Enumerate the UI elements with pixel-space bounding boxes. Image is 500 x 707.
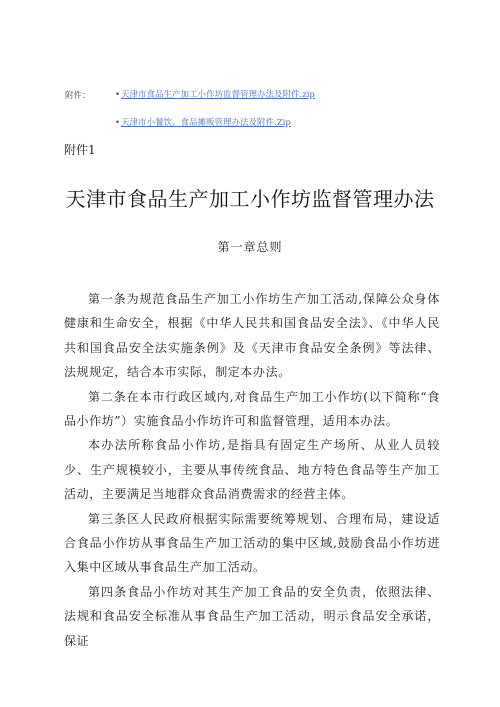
- attachment-link-zip-2[interactable]: 天津市小餐饮、食品摊贩管理办法及附件.Zip: [121, 118, 291, 128]
- article-paragraph: 第二条在本市行政区域内,对食品生产加工小作坊(以下简称“食品小作坊”）实施食品小作坊许可和监督管理，适用本办法。: [64, 389, 440, 429]
- document-body: [64, 287, 440, 653]
- chapter-heading: 第一章总则: [217, 240, 283, 254]
- attachment-link-zip-1[interactable]: 天津市食品生产加工小作坊监督管理办法及附件.zip: [121, 90, 315, 100]
- bullet-icon: •: [115, 118, 121, 128]
- article-paragraph: 第一条为规范食品生产加工小作坊生产加工活动,保障公众身体健康和生命安全，根据《中华人民共和国食品安全法》、《中华人民共和国食品安全法实施条例》及《天津市食品安全条例》等法律、法规规定，结合本市实际，制定本办法。: [64, 292, 440, 380]
- attachments-label: 附件：: [65, 91, 91, 101]
- attachment-item: [115, 89, 315, 101]
- article-paragraph: 第三条区人民政府根据实际需要统筹规划、合理布局，建设适合食品小作坊从事食品生产加工活动的集中区域,鼓励食品小作坊进入集中区域从事食品生产加工活动。: [64, 511, 440, 575]
- bullet-icon: •: [115, 90, 121, 100]
- article-paragraph: 第四条食品小作坊对其生产加工食品的安全负责，依照法律、法规和食品安全标准从事食品生产加工活动，明示食品安全承诺，保证: [64, 584, 440, 648]
- document-title: 天津市食品生产加工小作坊监督管理办法: [65, 187, 435, 211]
- appendix-label: 附件1: [64, 143, 96, 157]
- article-paragraph: 本办法所称食品小作坊,是指具有固定生产场所、从业人员较少、生产规模较小，主要从事传统食品、地方特色食品等生产加工活动，主要满足当地群众食品消费需求的经营主体。: [64, 438, 440, 502]
- attachment-item: [115, 117, 291, 129]
